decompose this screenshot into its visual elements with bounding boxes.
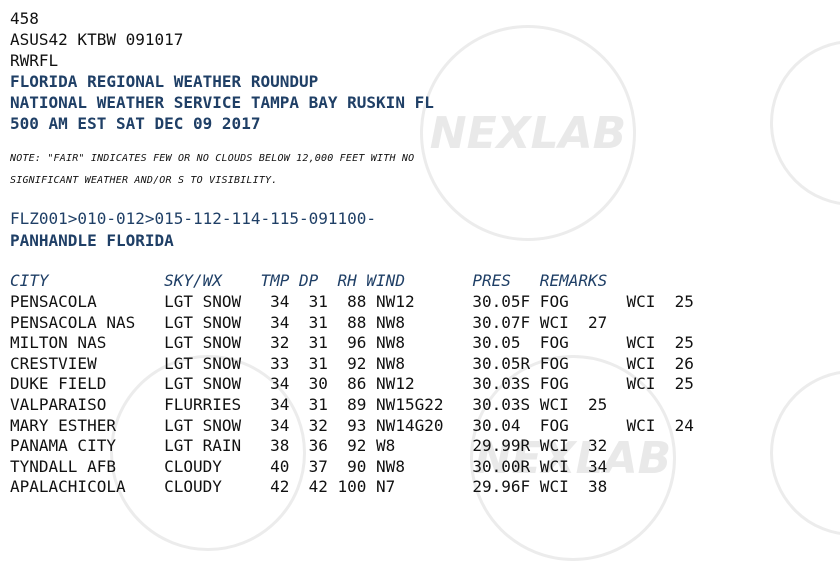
watermark-logo	[420, 25, 636, 241]
table-row: DUKE FIELD LGT SNOW 34 30 86 NW12 30.03S FOG WCI 25	[10, 374, 694, 394]
awips-header: ASUS42 KTBW 091017	[10, 30, 184, 49]
product-id: 458	[10, 9, 39, 28]
report-title: FLORIDA REGIONAL WEATHER ROUNDUP	[10, 72, 319, 91]
table-header: CITY SKY/WX TMP DP RH WIND PRES REMARKS	[10, 271, 608, 290]
zone-name: PANHANDLE FLORIDA	[10, 231, 174, 250]
product-code: RWRFL	[10, 51, 59, 70]
watermark-logo	[770, 370, 840, 536]
zone-code: FLZ001>010-012>015-112-114-115-091100-	[10, 209, 377, 228]
note-line-2: SIGNIFICANT WEATHER AND/OR S TO VISIBILITY.	[10, 175, 278, 186]
issue-time: 500 AM EST SAT DEC 09 2017	[10, 114, 261, 133]
table-row: APALACHICOLA CLOUDY 42 42 100 N7 29.96F WCI 38	[10, 477, 608, 497]
watermark-logo	[770, 40, 840, 206]
table-row: MARY ESTHER LGT SNOW 34 32 93 NW14G20 30.04 FOG WCI 24	[10, 415, 694, 435]
table-row: PENSACOLA NAS LGT SNOW 34 31 88 NW8 30.07F WCI 27	[10, 312, 608, 332]
table-row: TYNDALL AFB CLOUDY 40 37 90 NW8 30.00R WCI 34	[10, 456, 608, 476]
issuing-office: NATIONAL WEATHER SERVICE TAMPA BAY RUSKIN FL	[10, 93, 434, 112]
table-row: PANAMA CITY LGT RAIN 38 36 92 W8 29.99R WCI 32	[10, 436, 608, 456]
watermark-text: NEXLAB	[429, 107, 627, 159]
note-line-1: NOTE: "FAIR" INDICATES FEW OR NO CLOUDS BELOW 12,000 FEET WITH NO	[10, 153, 415, 164]
table-row: PENSACOLA LGT SNOW 34 31 88 NW12 30.05F FOG WCI 25	[10, 292, 694, 311]
table-row: MILTON NAS LGT SNOW 32 31 96 NW8 30.05 FOG WCI 25	[10, 333, 694, 353]
table-row: CRESTVIEW LGT SNOW 33 31 92 NW8 30.05R FOG WCI 26	[10, 353, 694, 373]
table-row: VALPARAISO FLURRIES 34 31 89 NW15G22 30.03S WCI 25	[10, 395, 608, 414]
watermark-text: NEXLAB	[474, 432, 672, 484]
